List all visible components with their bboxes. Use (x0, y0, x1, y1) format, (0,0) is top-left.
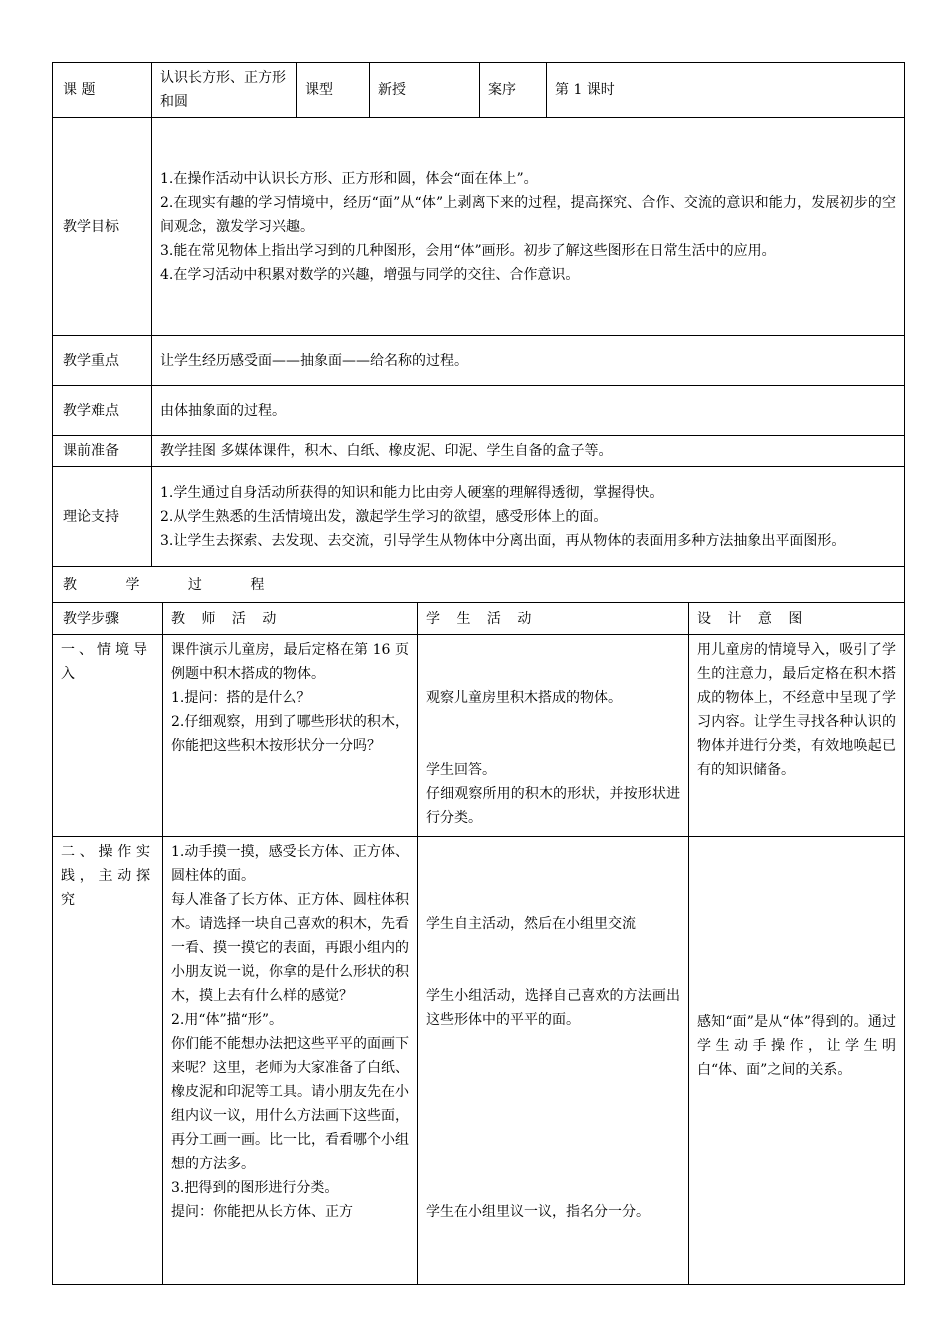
teacher-cell (163, 635, 418, 837)
key-point-value: 让学生经历感受面——抽象面——给名称的过程。 (152, 336, 905, 386)
difficulty-value: 由体抽象面的过程。 (152, 386, 905, 436)
topic-value: 认识长方形、正方形和圆 (152, 63, 297, 118)
teacher-cell (163, 837, 418, 1285)
student-text: 观察儿童房里积木搭成的物体。 (426, 690, 622, 706)
student-text: 学生小组活动，选择自己喜欢的方法画出这些形体中的平平的面。 (426, 988, 680, 1028)
column-header-intent: 设 计 意 图 (689, 603, 905, 635)
plan-label: 案序 (480, 63, 547, 118)
theory-item: 3.让学生去探索、去发现、去交流，引导学生从物体中分离出面，再从物体的表面用多种方法抽象出平面图形。 (160, 532, 846, 549)
teacher-text: 1.提问：搭的是什么？ (171, 690, 311, 706)
objective-item: 2.在现实有趣的学习情境中，经历“面”从“体”上剥离下来的过程，提高探究、合作、交流的意识和能力，发展初步的空间观念，激发学习兴趣。 (160, 194, 896, 235)
teacher-text: 课件演示儿童房，最后定格在第 16 页例题中积木搭成的物体。 (171, 642, 409, 682)
step-cell: 二、操作实践，主动探究 (53, 837, 163, 1285)
key-point-label: 教学重点 (53, 336, 152, 386)
intent-cell: 用儿童房的情境导入，吸引了学生的注意力，最后定格在积木搭成的物体上，不经意中呈现了学习内容。让学生寻找各种认识的物体并进行分类，有效地唤起已有的知识储备。 (689, 635, 905, 837)
table-row (53, 837, 905, 1285)
teacher-text: 1.动手摸一摸，感受长方体、正方体、圆柱体的面。 (171, 844, 409, 884)
topic-label: 课 题 (53, 63, 152, 118)
plan-value: 第 1 课时 (547, 63, 905, 118)
theory-item: 1.学生通过自身活动所获得的知识和能力比由旁人硬塞的理解得透彻，掌握得快。 (160, 484, 664, 501)
objectives-content (152, 118, 905, 336)
teacher-text: 提问：你能把从长方体、正方 (171, 1204, 353, 1220)
process-table (52, 602, 905, 1285)
difficulty-label: 教学难点 (53, 386, 152, 436)
type-value: 新授 (370, 63, 480, 118)
column-header-teacher: 教 师 活 动 (163, 603, 418, 635)
intent-cell (689, 837, 905, 1285)
type-label: 课型 (297, 63, 370, 118)
intent-text: 感知“面”是从“体”得到的。通过学生动手操作，让学生明白“体、面”之间的关系。 (697, 1014, 896, 1078)
student-cell (418, 635, 689, 837)
teacher-text: 每人准备了长方体、正方体、圆柱体积木。请选择一块自己喜欢的积木，先看一看、摸一摸它的表面，再跟小组内的小朋友说一说，你拿的是什么形状的积木，摸上去有什么样的感觉？ (171, 892, 409, 1004)
teacher-text: 3.把得到的图形进行分类。 (171, 1180, 339, 1196)
student-text: 学生回答。 (426, 762, 496, 778)
student-cell (418, 837, 689, 1285)
teacher-text: 你们能不能想办法把这些平平的面画下来呢？这里，老师为大家准备了白纸、橡皮泥和印泥等工具。请小朋友先在小组内议一议，用什么方法画下这些面，再分工画一画。比一比，看看哪个小组想的方法多。 (171, 1036, 409, 1172)
objectives-label: 教学目标 (53, 118, 152, 336)
step-cell: 一、情境导入 (53, 635, 163, 837)
objective-item: 3.能在常见物体上指出学习到的几种图形，会用“体”画形。初步了解这些图形在日常生活中的应用。 (160, 242, 776, 259)
student-text: 仔细观察所用的积木的形状，并按形状进行分类。 (426, 786, 680, 826)
column-header-step: 教学步骤 (53, 603, 163, 635)
process-title: 教 学 过 程 (53, 567, 905, 603)
theory-content (152, 467, 905, 567)
teacher-text: 2.用“体”描“形”。 (171, 1012, 283, 1028)
lesson-plan-sheet (52, 62, 904, 1285)
theory-item: 2.从学生熟悉的生活情境出发，激起学生学习的欲望，感受形体上的面。 (160, 508, 608, 525)
student-text: 学生自主活动，然后在小组里交流 (426, 916, 636, 932)
preparation-label: 课前准备 (53, 436, 152, 467)
column-header-student: 学 生 活 动 (418, 603, 689, 635)
theory-label: 理论支持 (53, 467, 152, 567)
objective-item: 1.在操作活动中认识长方形、正方形和圆，体会“面在体上”。 (160, 170, 538, 187)
preparation-value: 教学挂图 多媒体课件，积木、白纸、橡皮泥、印泥、学生自备的盒子等。 (152, 436, 905, 467)
student-text: 学生在小组里议一议，指名分一分。 (426, 1204, 650, 1220)
lesson-info-table (52, 62, 905, 603)
teacher-text: 2.仔细观察，用到了哪些形状的积木，你能把这些积木按形状分一分吗？ (171, 714, 409, 754)
table-row (53, 635, 905, 837)
objective-item: 4.在学习活动中积累对数学的兴趣，增强与同学的交往、合作意识。 (160, 266, 580, 283)
